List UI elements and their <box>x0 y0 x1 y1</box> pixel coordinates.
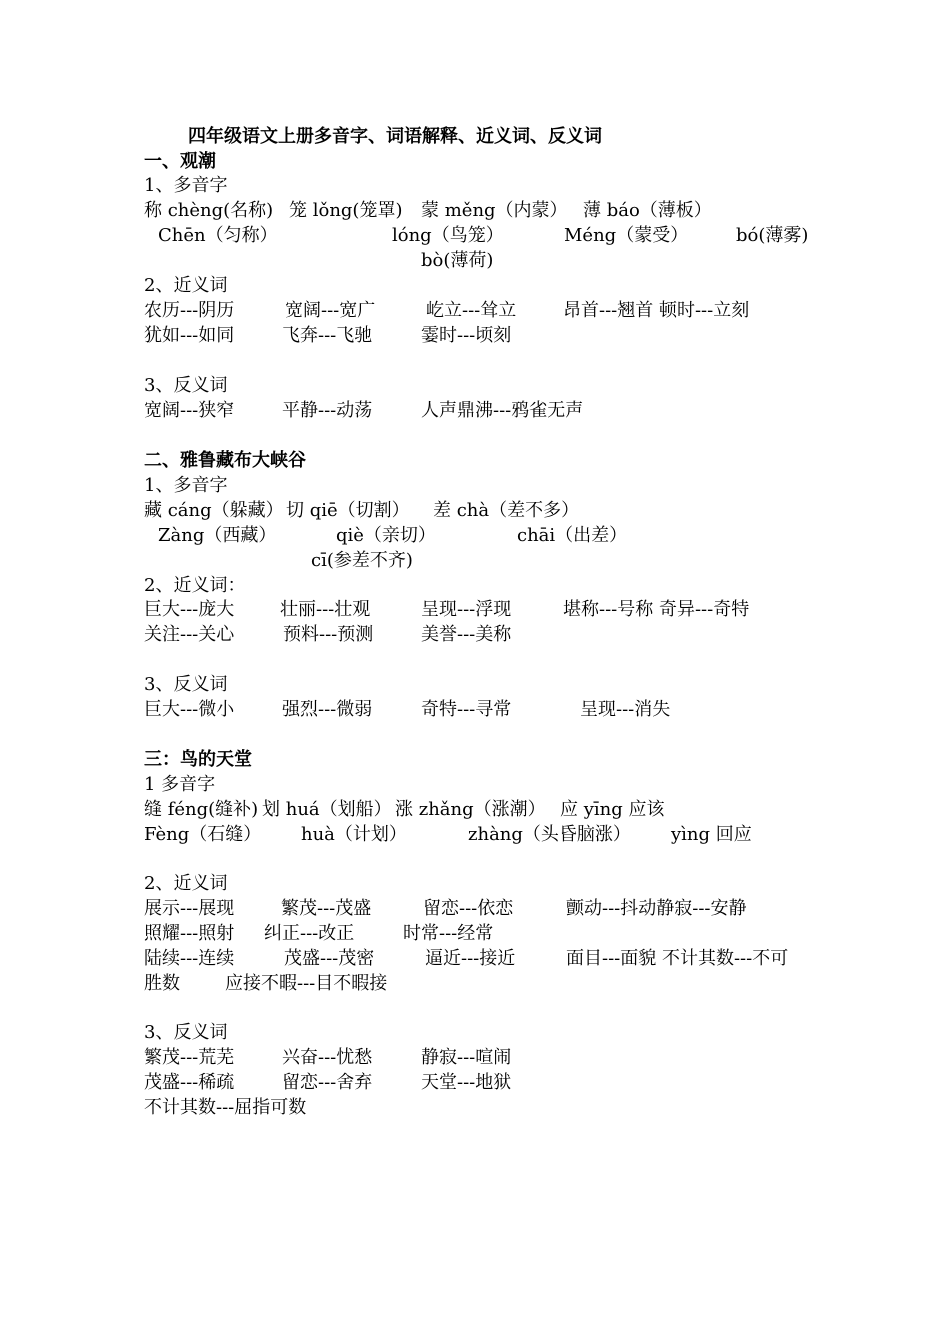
synonym-pair: 展示---展现 <box>144 898 235 919</box>
polyphone-entry: 蒙 měng（内蒙） <box>421 200 568 221</box>
synonym-pair: 胜数 <box>144 973 180 994</box>
synonym-pair: 纠正---改正 <box>264 923 355 944</box>
polyphone-entry: 涨 zhǎng（涨潮） <box>395 799 546 820</box>
synonym-pair: 昂首---翘首 顿时---立刻 <box>563 300 750 321</box>
synonym-pair: 屹立---耸立 <box>426 300 517 321</box>
polyphone-entry: Méng（蒙受） <box>564 225 689 246</box>
synonym-pair: 堪称---号称 奇异---奇特 <box>563 599 750 620</box>
section-heading: 一、观潮 <box>144 151 216 172</box>
synonym-pair: 呈现---浮现 <box>421 599 512 620</box>
polyphone-entry: zhàng（头昏脑涨） <box>468 824 631 845</box>
synonym-pair: 留恋---依恋 <box>423 898 514 919</box>
polyphone-entry: 划 huá（划船） <box>262 799 392 820</box>
antonym-pair: 巨大---微小 <box>144 699 235 720</box>
antonym-pair: 不计其数---屈指可数 <box>144 1097 307 1118</box>
polyphone-entry: 差 chà（差不多） <box>433 500 580 521</box>
polyphone-entry: 应 yīng 应该 <box>560 799 665 820</box>
synonym-pair: 飞奔---飞驰 <box>282 325 373 346</box>
polyphone-entry: Zàng（西藏） <box>158 525 277 546</box>
polyphone-entry: 薄 báo（薄板） <box>583 200 712 221</box>
document-title: 四年级语文上册多音字、词语解释、近义词、反义词 <box>188 126 602 147</box>
synonym-pair: 逼近---接近 <box>425 948 516 969</box>
antonym-pair: 天堂---地狱 <box>421 1072 512 1093</box>
antonym-pair: 人声鼎沸---鸦雀无声 <box>421 400 584 421</box>
polyphone-entry: 切 qiē（切割） <box>286 500 410 521</box>
subsection-label: 1、多音字 <box>144 475 228 496</box>
subsection-label: 1 多音字 <box>144 774 216 795</box>
antonym-pair: 奇特---寻常 <box>421 699 512 720</box>
polyphone-entry: 笼 lǒng(笼罩) <box>289 200 403 221</box>
polyphone-entry: bó(薄雾) <box>736 225 809 246</box>
synonym-pair: 陆续---连续 <box>144 948 235 969</box>
subsection-label: 3、反义词 <box>144 674 228 695</box>
synonym-pair: 应接不暇---目不暇接 <box>225 973 388 994</box>
polyphone-entry: lóng（鸟笼） <box>392 225 504 246</box>
antonym-pair: 兴奋---忧愁 <box>282 1047 373 1068</box>
subsection-label: 3、反义词 <box>144 375 228 396</box>
subsection-label: 3、反义词 <box>144 1022 228 1043</box>
polyphone-entry: Chēn（匀称） <box>158 225 278 246</box>
section-heading: 三：鸟的天堂 <box>144 749 252 770</box>
antonym-pair: 茂盛---稀疏 <box>144 1072 235 1093</box>
antonym-pair: 平静---动荡 <box>282 400 373 421</box>
synonym-pair: 宽阔---宽广 <box>285 300 376 321</box>
section-heading: 二、雅鲁藏布大峡谷 <box>144 450 306 471</box>
polyphone-entry: 缝 féng(缝补) <box>144 799 259 820</box>
synonym-pair: 壮丽---壮观 <box>280 599 371 620</box>
subsection-label: 2、近义词 <box>144 873 228 894</box>
polyphone-entry: qiè（亲切） <box>336 525 436 546</box>
polyphone-entry: cī(参差不齐) <box>311 550 413 571</box>
polyphone-entry: 称 chèng(名称) <box>144 200 274 221</box>
synonym-pair: 霎时---顷刻 <box>421 325 512 346</box>
synonym-pair: 面目---面貌 不计其数---不可 <box>566 948 789 969</box>
subsection-label: 2、近义词 <box>144 275 228 296</box>
synonym-pair: 犹如---如同 <box>144 325 235 346</box>
synonym-pair: 农历---阴历 <box>144 300 235 321</box>
synonym-pair: 美誉---美称 <box>421 624 512 645</box>
antonym-pair: 留恋---舍弃 <box>282 1072 373 1093</box>
synonym-pair: 茂盛---茂密 <box>284 948 375 969</box>
antonym-pair: 宽阔---狭窄 <box>144 400 235 421</box>
synonym-pair: 颤动---抖动静寂---安静 <box>566 898 747 919</box>
antonym-pair: 强烈---微弱 <box>282 699 373 720</box>
synonym-pair: 照耀---照射 <box>144 923 235 944</box>
polyphone-entry: yìng 回应 <box>671 824 752 845</box>
subsection-label: 1、多音字 <box>144 175 228 196</box>
antonym-pair: 呈现---消失 <box>580 699 671 720</box>
synonym-pair: 时常---经常 <box>403 923 494 944</box>
antonym-pair: 静寂---喧闹 <box>421 1047 512 1068</box>
subsection-label: 2、近义词： <box>144 575 246 596</box>
antonym-pair: 繁茂---荒芜 <box>144 1047 235 1068</box>
synonym-pair: 繁茂---茂盛 <box>281 898 372 919</box>
polyphone-entry: chāi（出差） <box>517 525 628 546</box>
polyphone-entry: bò(薄荷) <box>421 250 494 271</box>
polyphone-entry: Fèng（石缝） <box>144 824 262 845</box>
synonym-pair: 预料---预测 <box>283 624 374 645</box>
synonym-pair: 关注---关心 <box>144 624 235 645</box>
polyphone-entry: 藏 cáng（躲藏） <box>144 500 284 521</box>
synonym-pair: 巨大---庞大 <box>144 599 235 620</box>
polyphone-entry: huà（计划） <box>301 824 407 845</box>
